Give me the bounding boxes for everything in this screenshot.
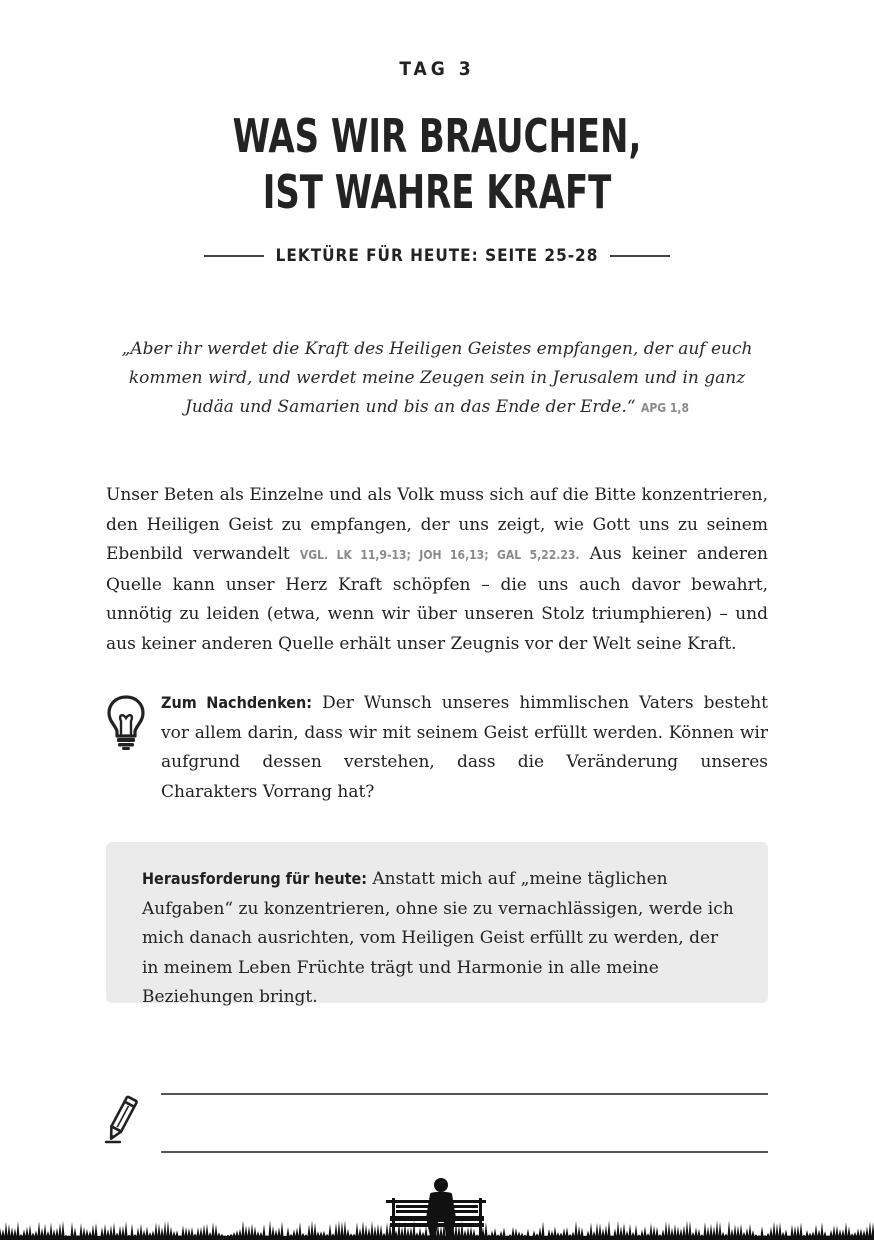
reading-rule-left [204, 255, 264, 257]
body-text-part2: Aus keiner anderen Quelle kann unser Herz Kraft schöpfen – die uns auch davor bewahrt, unnötig zu leiden (etwa, wenn wir über unseren Stolz triumphieren) – und aus keiner anderen Quelle erhält unser Zeugnis vor der Welt seine Kraft. [106, 544, 768, 654]
challenge-lead: Herausforderung für heute: [142, 869, 367, 888]
reflection-text: Der Wunsch unseres himmlischen Vaters besteht vor allem darin, dass wir mit seinem Geist erfüllt werden. Können wir aufgrund dessen verstehen, dass die Veränderung unseres Charakters Vorrang hat? [161, 693, 768, 802]
notes-line[interactable] [161, 1093, 768, 1095]
reading-assignment [0, 246, 874, 266]
lightbulb-icon [106, 694, 146, 750]
notes-line[interactable] [161, 1151, 768, 1153]
reflection-block [161, 688, 768, 807]
quote-reference: APG 1,8 [640, 401, 689, 415]
body-reference: VGL. LK 11,9-13; JOH 16,13; GAL 5,22.23. [299, 548, 580, 563]
page-title [79, 108, 796, 220]
challenge-text: Anstatt mich auf „meine täglichen Aufgaben“ zu konzentrieren, ohne sie zu vernachlässigen, werde ich mich danach ausrichten, vom Heiligen Geist erfüllt zu werden, der in meinem Leben Früchte trägt und Harmonie in alle meine Beziehungen bringt. [142, 869, 734, 1008]
body-text-part1: Unser Beten als Einzelne und als Volk muss sich auf die Bitte konzentrieren, den Heiligen Geist zu empfangen, der uns zeigt, wie Gott uns zu seinem Ebenbild verwandelt [106, 485, 768, 565]
title-line-1: WAS WIR BRAUCHEN, [232, 109, 642, 163]
pencil-icon [104, 1094, 138, 1144]
body-paragraph [106, 481, 768, 660]
title-line-2: IST WAHRE KRAFT [262, 165, 612, 219]
reflection-lead: Zum Nachdenken: [161, 693, 313, 712]
reading-rule-right [610, 255, 670, 257]
bible-quote [106, 335, 768, 423]
reading-text: LEKTÜRE FÜR HEUTE: SEITE 25-28 [275, 246, 599, 266]
quote-text: „Aber ihr werdet die Kraft des Heiligen Geistes empfangen, der auf euch kommen wird, und werdet meine Zeugen sein in Jerusalem und in ganz Judäa und Samarien und bis an das Ende der Erde.“ [121, 339, 753, 417]
grass-bench-illustration [0, 1176, 874, 1240]
day-label: TAG 3 [399, 58, 475, 80]
challenge-box [106, 842, 768, 1008]
